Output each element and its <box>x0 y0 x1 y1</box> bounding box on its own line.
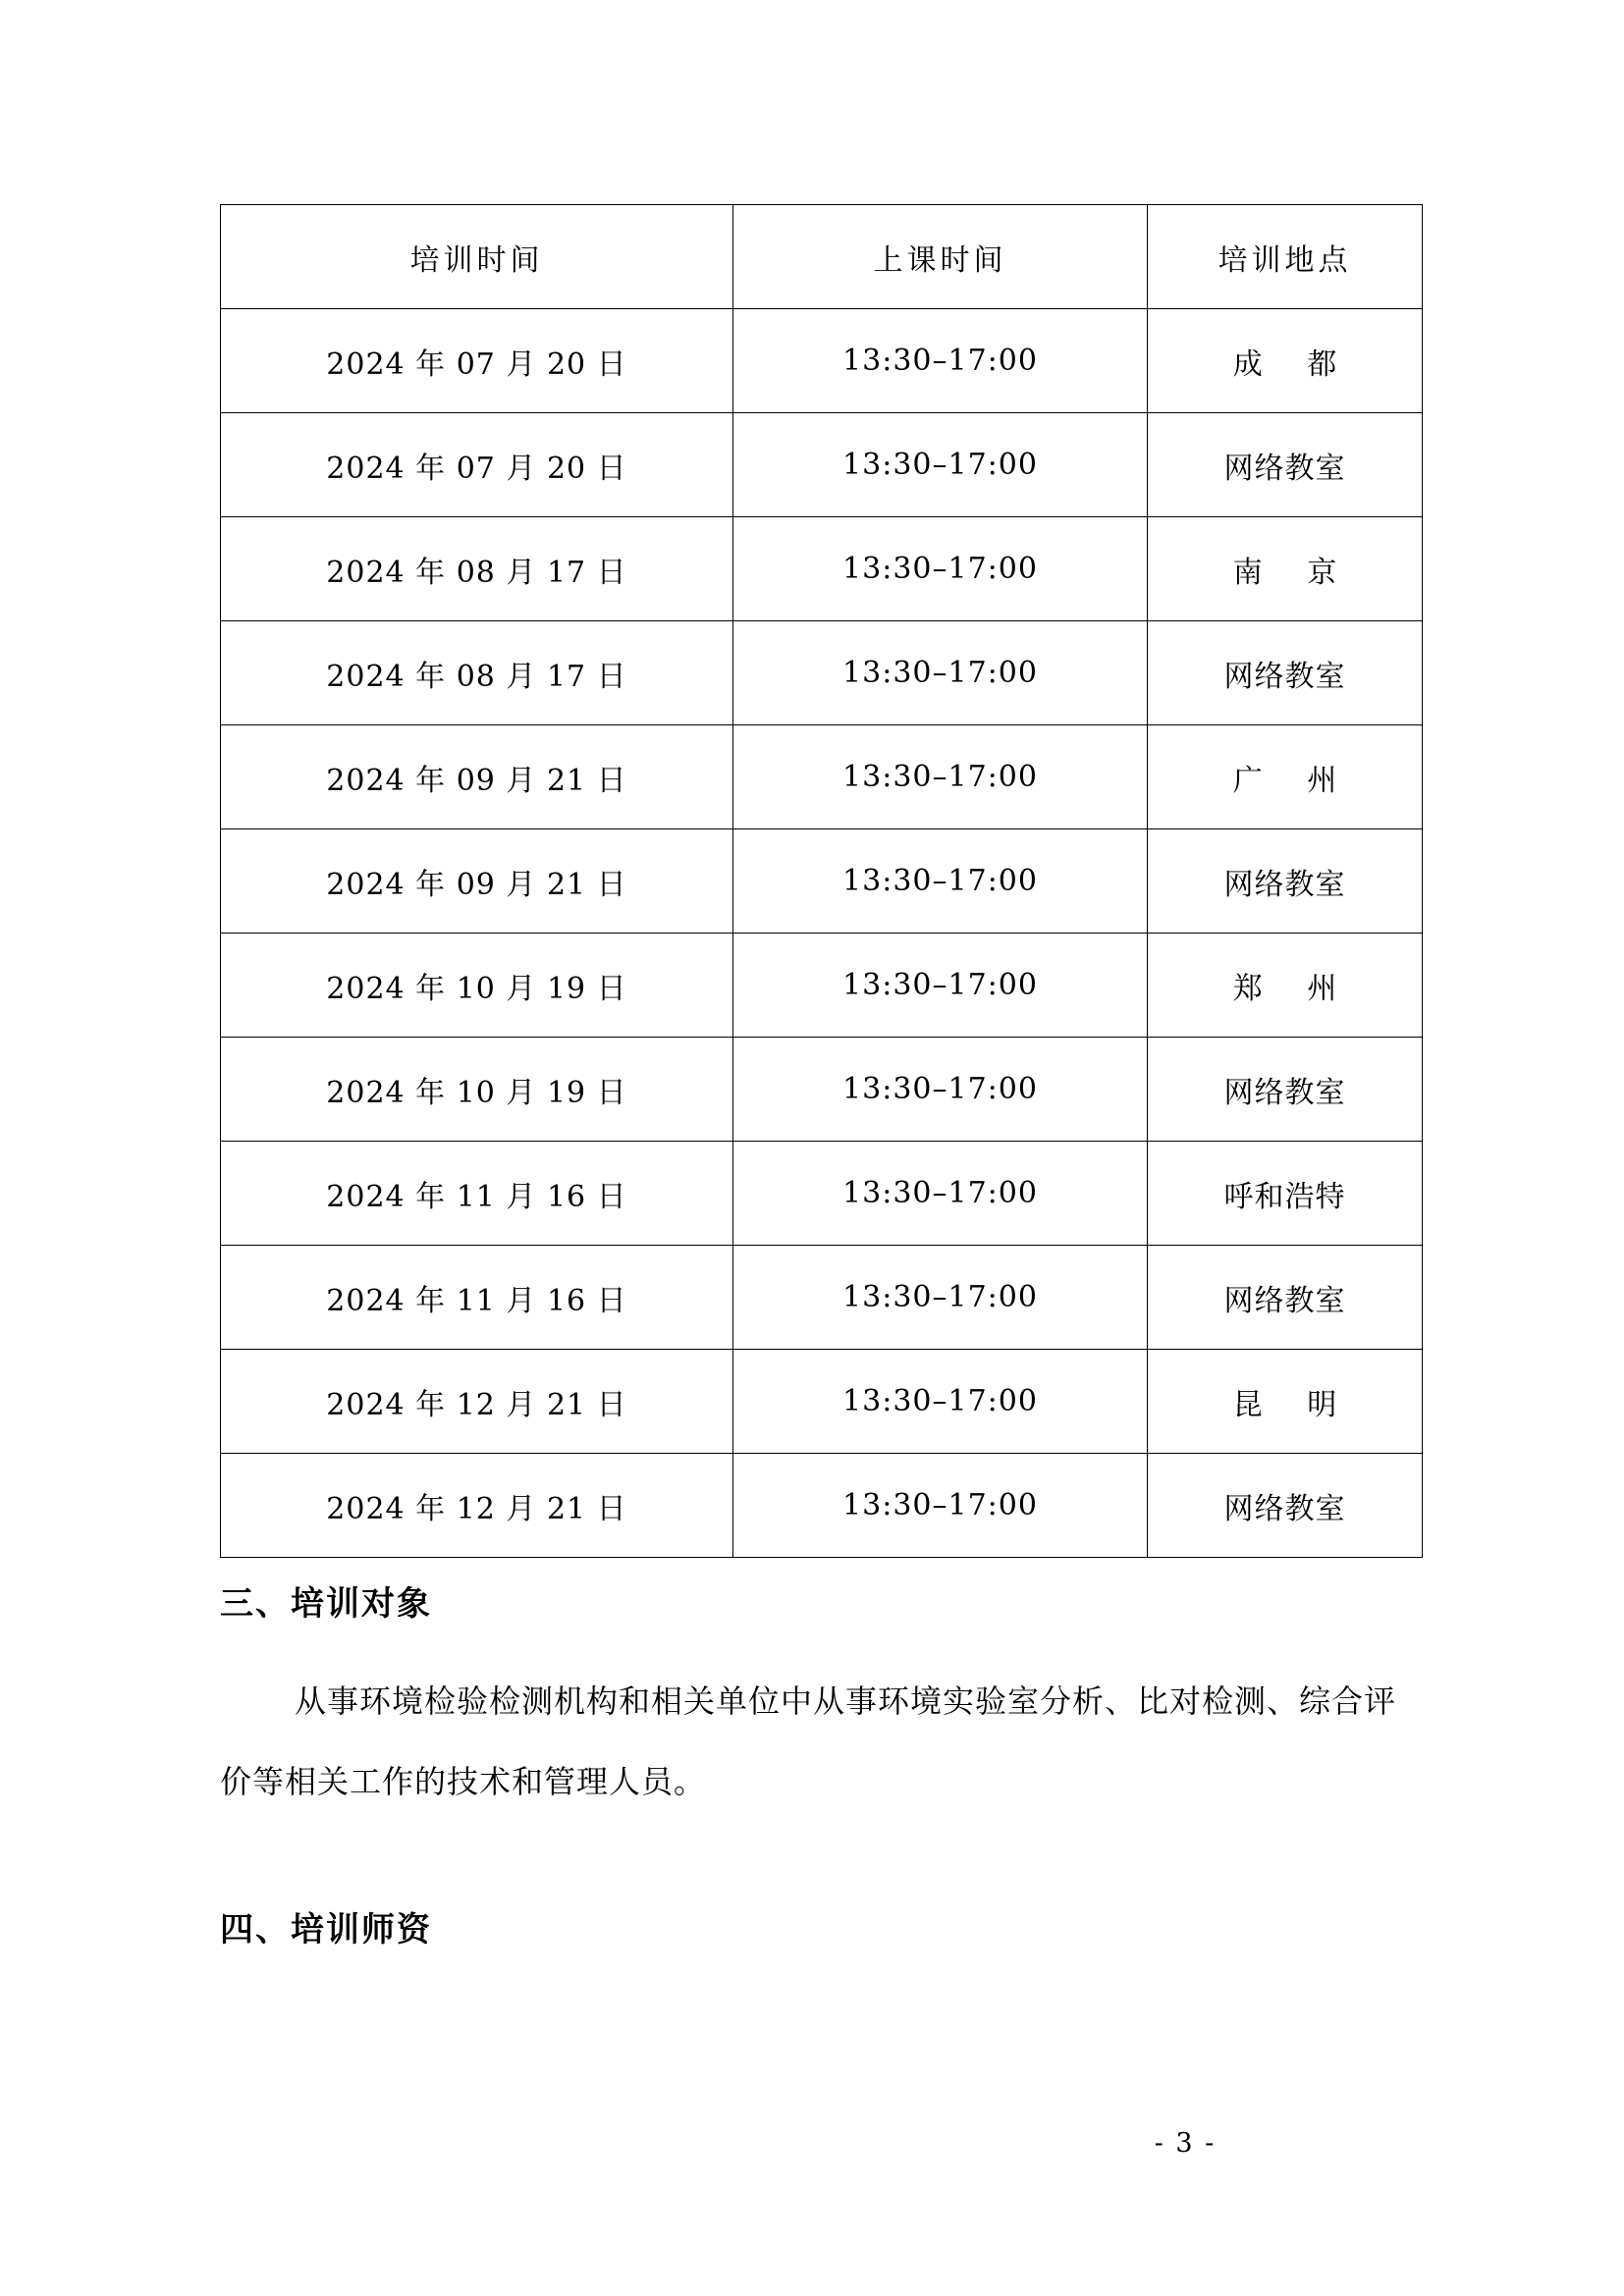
cell-training-location: 成 都 <box>1148 309 1423 413</box>
cell-training-date: 2024 年 11 月 16 日 <box>221 1142 733 1246</box>
table-row <box>221 1246 1423 1350</box>
table-row <box>221 621 1423 725</box>
cell-class-time: 13:30–17:00 <box>733 413 1148 517</box>
page-number: - 3 - <box>1154 2128 1217 2159</box>
cell-training-date: 2024 年 09 月 21 日 <box>221 725 733 829</box>
table-row <box>221 1350 1423 1454</box>
table-header <box>221 205 1423 309</box>
section-heading-training-faculty: 四、培训师资 <box>220 1910 432 1949</box>
column-header-class-time: 上课时间 <box>733 205 1148 309</box>
cell-training-date: 2024 年 07 月 20 日 <box>221 309 733 413</box>
cell-class-time: 13:30–17:00 <box>733 309 1148 413</box>
cell-training-location: 广 州 <box>1148 725 1423 829</box>
cell-training-date: 2024 年 08 月 17 日 <box>221 621 733 725</box>
paragraph-text: 从事环境检验检测机构和相关单位中从事环境实验室分析、比对检测、综合评价等相关工作的技术和管理人员。 <box>220 1682 1397 1800</box>
cell-class-time: 13:30–17:00 <box>733 517 1148 621</box>
cell-training-date: 2024 年 12 月 21 日 <box>221 1454 733 1558</box>
training-schedule-table-wrapper <box>220 204 1422 1558</box>
cell-class-time: 13:30–17:00 <box>733 829 1148 934</box>
cell-class-time: 13:30–17:00 <box>733 1350 1148 1454</box>
cell-training-date: 2024 年 07 月 20 日 <box>221 413 733 517</box>
cell-class-time: 13:30–17:00 <box>733 1246 1148 1350</box>
table-row <box>221 309 1423 413</box>
cell-class-time: 13:30–17:00 <box>733 934 1148 1038</box>
cell-training-location: 昆 明 <box>1148 1350 1423 1454</box>
column-header-training-location: 培训地点 <box>1148 205 1423 309</box>
cell-training-location: 网络教室 <box>1148 621 1423 725</box>
cell-training-date: 2024 年 10 月 19 日 <box>221 1038 733 1142</box>
table-row <box>221 829 1423 934</box>
table-row <box>221 517 1423 621</box>
section-heading-training-audience: 三、培训对象 <box>220 1584 432 1624</box>
cell-training-location: 网络教室 <box>1148 829 1423 934</box>
cell-class-time: 13:30–17:00 <box>733 1038 1148 1142</box>
cell-class-time: 13:30–17:00 <box>733 621 1148 725</box>
cell-training-location: 网络教室 <box>1148 413 1423 517</box>
table-row <box>221 413 1423 517</box>
column-header-training-date: 培训时间 <box>221 205 733 309</box>
table-row <box>221 934 1423 1038</box>
cell-training-location: 网络教室 <box>1148 1454 1423 1558</box>
cell-training-date: 2024 年 12 月 21 日 <box>221 1350 733 1454</box>
table-body <box>221 309 1423 1558</box>
cell-training-location: 呼和浩特 <box>1148 1142 1423 1246</box>
table-row <box>221 1142 1423 1246</box>
cell-training-date: 2024 年 08 月 17 日 <box>221 517 733 621</box>
cell-class-time: 13:30–17:00 <box>733 1142 1148 1246</box>
table-row <box>221 1454 1423 1558</box>
cell-training-date: 2024 年 11 月 16 日 <box>221 1246 733 1350</box>
cell-training-date: 2024 年 10 月 19 日 <box>221 934 733 1038</box>
cell-training-location: 网络教室 <box>1148 1246 1423 1350</box>
paragraph-training-audience <box>220 1661 1426 1822</box>
table-header-row <box>221 205 1423 309</box>
cell-training-location: 网络教室 <box>1148 1038 1423 1142</box>
cell-training-location: 郑 州 <box>1148 934 1423 1038</box>
cell-class-time: 13:30–17:00 <box>733 725 1148 829</box>
table-row <box>221 1038 1423 1142</box>
cell-training-location: 南 京 <box>1148 517 1423 621</box>
training-schedule-table <box>220 204 1423 1558</box>
cell-training-date: 2024 年 09 月 21 日 <box>221 829 733 934</box>
cell-class-time: 13:30–17:00 <box>733 1454 1148 1558</box>
table-row <box>221 725 1423 829</box>
